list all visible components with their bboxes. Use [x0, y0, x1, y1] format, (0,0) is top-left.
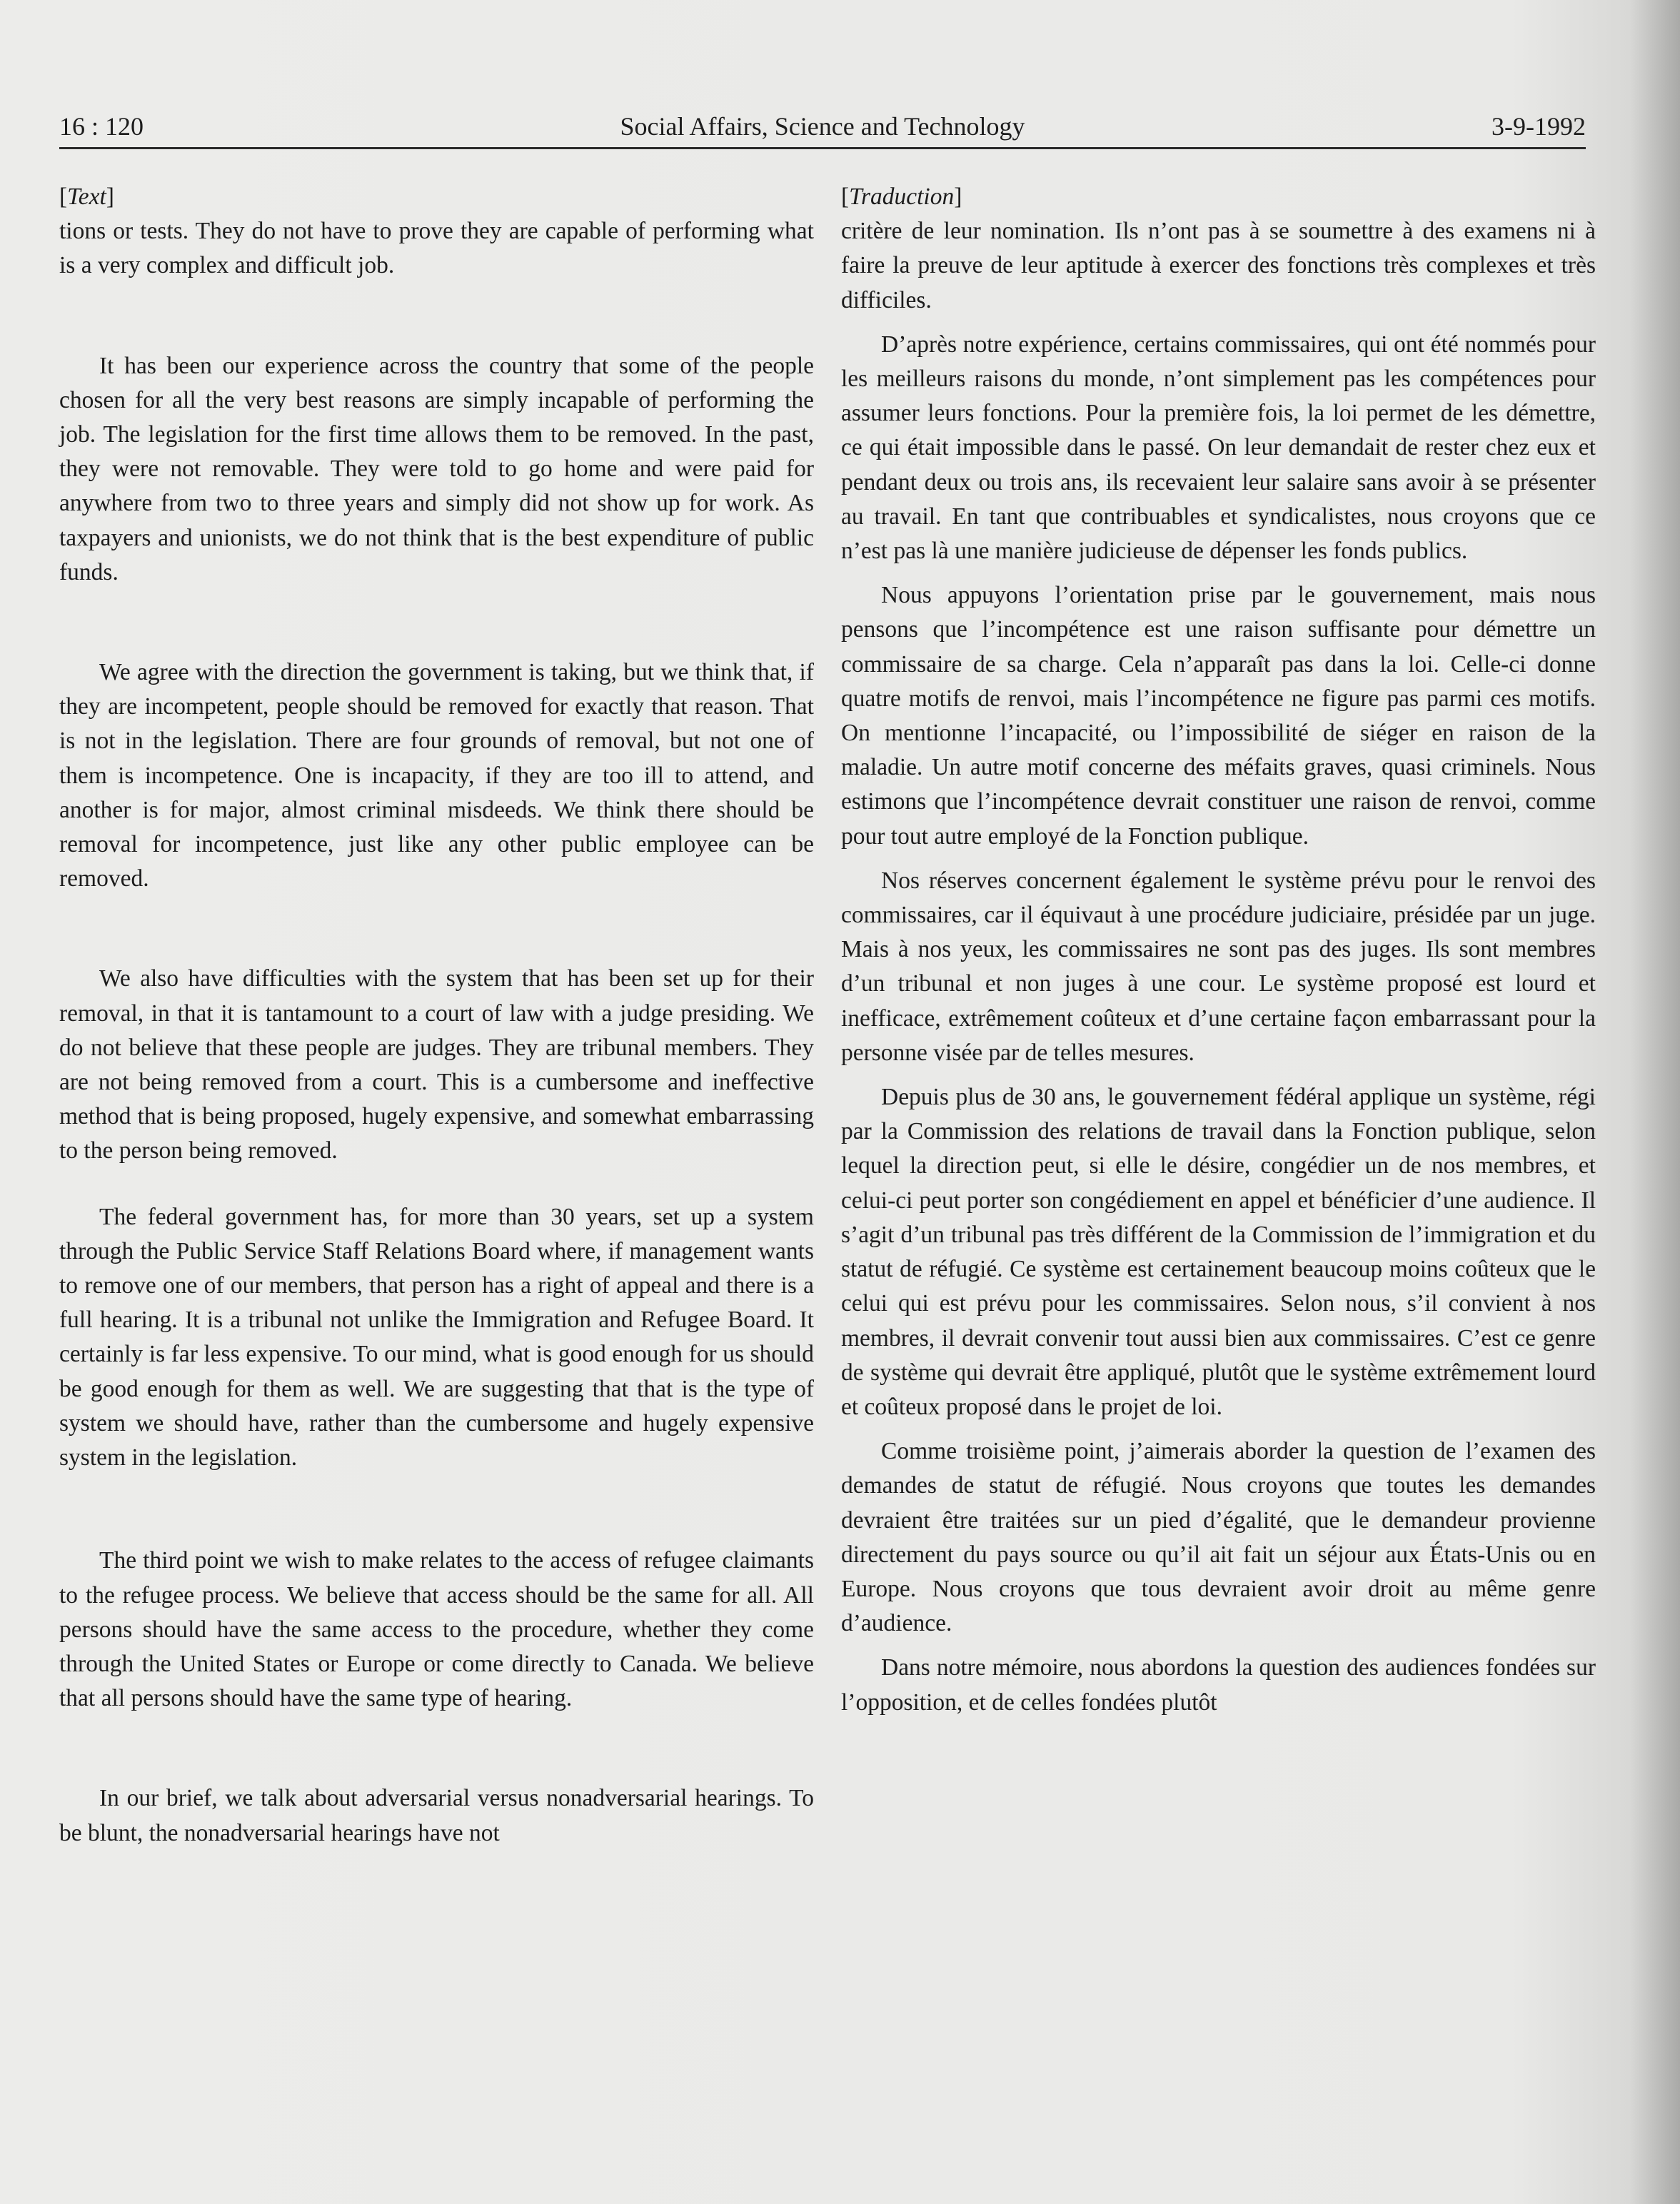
paragraph: Dans notre mémoire, nous abordons la question des audiences fondées sur l’opposition, et de celles fondées plutôt [841, 1654, 1596, 1716]
paragraph: tions or tests. They do not have to prove they are capable of performing what is a very complex and difficult job. [59, 218, 814, 279]
paragraph: Nos réserves concernent également le système prévu pour le renvoi des commissaires, car il équivaut à une procédure judiciaire, présidée par un juge. Mais à nos yeux, les commissaires ne sont pas des juges. Ils sont membres d’un tribunal et non juges à une cour. Le système proposé est lourd et inefficace, extrêmement coûteux et d’une certaine façon embarrassant pour la personne visée par de telles mesures. [841, 867, 1596, 1066]
paragraph: The third point we wish to make relates to the access of refugee claimants to the refugee process. We believe that access should be the same for all. All persons should have the same access to the procedure, whether they come through the United States or Europe or come directly to Canada. We believe that all persons should have the same type of hearing. [59, 1547, 814, 1712]
english-column [59, 180, 814, 1851]
paragraph: Nous appuyons l’orientation prise par le gouvernement, mais nous pensons que l’incompétence est une raison suffisante pour démettre un commissaire de sa charge. Cela n’apparaît pas dans la loi. Celle-ci donne quatre motifs de renvoi, mais l’incompétence ne figure pas parmi ces motifs. On mentionne l’incapacité, ou l’impossibilité de siéger en raison de la maladie. Un autre motif concerne des méfaits graves, quasi criminels. Nous estimons que l’incompétence devrait constituer une raison de renvoi, comme pour tout autre employé de la Fonction publique. [841, 582, 1596, 850]
paragraph: Comme troisième point, j’aimerais aborder la question de l’examen des demandes de statut de réfugié. Nous croyons que toutes les demandes devraient être traitées sur un pied d’égalité, que le demandeur provienne directement du pays source ou qu’il ait fait un séjour aux États-Unis ou en Europe. Nous croyons que tous devraient avoir droit au même genre d’audience. [841, 1438, 1596, 1637]
paragraph: Depuis plus de 30 ans, le gouvernement fédéral applique un système, régi par la Commission des relations de travail dans la Fonction publique, selon lequel la direction peut, si elle le désire, congédier un de nos membres, et celui-ci peut porter son congédiement en appel et bénéficier d’une audience. Il s’agit d’un tribunal pas très différent de la Commission de l’immigration et du statut de réfugié. Ce système est certainement beaucoup moins coûteux que le celui qui est prévu pour les commissaires. Selon nous, s’il convient à nos membres, il devrait convenir tout aussi bien aux commissaires. C’est ce genre de système qui devrait être appliqué, plutôt que le système extrêmement lourd et coûteux proposé dans le projet de loi. [841, 1084, 1596, 1420]
french-column [841, 180, 1596, 1720]
paragraph: critère de leur nomination. Ils n’ont pas à se soumettre à des examens ni à faire la preuve de leur aptitude à exercer des fonctions très complexes et très difficiles. [841, 218, 1596, 313]
column-label-text: [Text] [59, 183, 114, 210]
paragraph: We agree with the direction the government is taking, but we think that, if they are incompetent, people should be removed for exactly that reason. That is not in the legislation. There are four grounds of removal, but not one of them is incompetence. One is incapacity, if they are too ill to attend, and another is for major, almost criminal misdeeds. We think there should be removal for incompetence, just like any other public employee can be removed. [59, 659, 814, 892]
running-header [59, 107, 1586, 149]
column-label-traduction: [Traduction] [841, 183, 962, 210]
header-date: 3-9-1992 [1492, 112, 1586, 141]
paragraph: In our brief, we talk about adversarial versus nonadversarial hearings. To be blunt, the nonadversarial hearings have not [59, 1785, 814, 1846]
committee-title: Social Affairs, Science and Technology [620, 112, 1025, 141]
paragraph: D’après notre expérience, certains commissaires, qui ont été nommés pour les meilleurs raisons du monde, n’ont simplement pas les compétences pour assumer leurs fonctions. Pour la première fois, la loi permet de les démettre, ce qui était impossible dans le passé. On leur demandait de rester chez eux et pendant deux ou trois ans, ils recevaient leur salaire sans avoir à se présenter au travail. En tant que contribuables et syndicalistes, nous croyons que ce n’est pas là une manière judicieuse de dépenser les fonds publics. [841, 331, 1596, 565]
page-number: 16 : 120 [59, 112, 144, 141]
paragraph: The federal government has, for more than 30 years, set up a system through the Public Service Staff Relations Board where, if management wants to remove one of our members, that person has a right of appeal and there is a full hearing. It is a tribunal not unlike the Immigration and Refugee Board. It certainly is far less expensive. To our mind, what is good enough for us should be good enough for them as well. We are suggesting that that is the type of system we should have, rather than the cumbersome and hugely expensive system in the legislation. [59, 1203, 814, 1471]
paragraph: We also have difficulties with the system that has been set up for their removal, in that it is tantamount to a court of law with a judge presiding. We do not believe that these people are judges. They are tribunal members. They are not being removed from a court. This is a cumbersome and ineffective method that is being proposed, hugely expensive, and somewhat embarrassing to the person being removed. [59, 965, 814, 1164]
paragraph: It has been our experience across the country that some of the people chosen for all the very best reasons are simply incapable of performing the job. The legislation for the first time allows them to be removed. In the past, they were not removable. They were told to go home and were paid for anywhere from two to three years and simply did not show up for work. As taxpayers and unionists, we do not think that is the best expenditure of public funds. [59, 352, 814, 585]
